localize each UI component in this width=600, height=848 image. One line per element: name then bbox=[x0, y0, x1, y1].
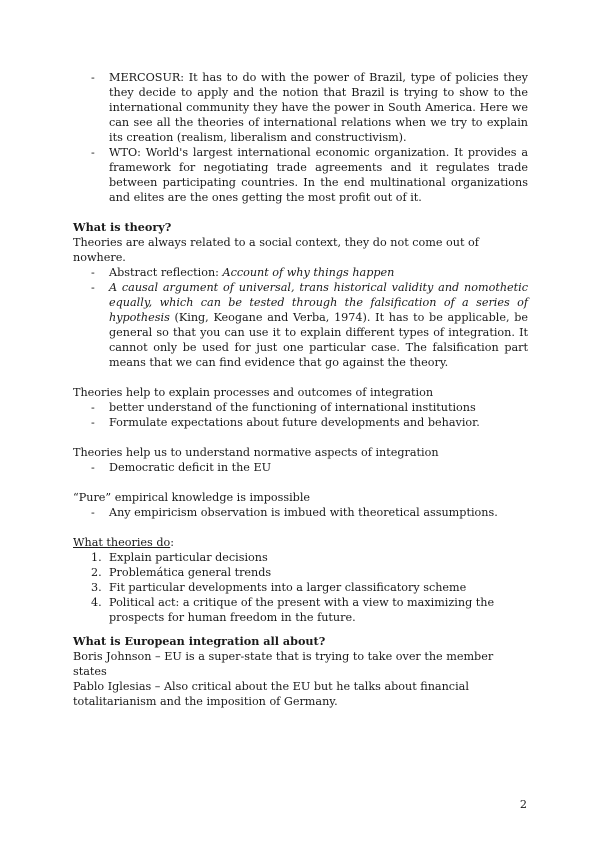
list-item bbox=[73, 550, 528, 565]
list-item bbox=[73, 565, 528, 580]
item-text: Problemática general trends bbox=[109, 566, 272, 579]
list-item: - better understand of the functioning of international institutions bbox=[73, 400, 528, 415]
processes-list bbox=[73, 400, 528, 430]
page-number: 2 bbox=[519, 798, 527, 811]
heading-colon: : bbox=[170, 536, 175, 549]
list-item: - Formulate expectations about future developments and behavior. bbox=[73, 415, 528, 430]
item-number: 4. bbox=[91, 596, 102, 609]
item-number: 1. bbox=[91, 551, 102, 564]
pablo-iglesias-line: Pablo Iglesias – Also critical about the EU but he talks about financial totalitarianism and the imposition of Germany. bbox=[73, 680, 469, 708]
list-item: - Any empiricism observation is imbued with theoretical assumptions. bbox=[73, 505, 528, 520]
pure-list bbox=[73, 505, 528, 520]
pure-intro: “Pure” empirical knowledge is impossible bbox=[73, 491, 311, 504]
item-text: Explain particular decisions bbox=[109, 551, 268, 564]
normative-list bbox=[73, 460, 528, 475]
abstract-italic: Account of why things happen bbox=[222, 266, 395, 279]
document-page bbox=[73, 70, 528, 709]
heading-european-integration: What is European integration all about? bbox=[73, 634, 326, 648]
heading-text: What theories do bbox=[73, 536, 171, 549]
heading-what-is-theory: What is theory? bbox=[73, 220, 172, 234]
theories-do-list bbox=[73, 550, 528, 625]
item-text: Political act: a critique of the present with a view to maximizing the prospects for human freedom in the future. bbox=[109, 596, 495, 624]
boris-johnson-line: Boris Johnson – EU is a super-state that is trying to take over the member states bbox=[73, 650, 494, 678]
item-number: 2. bbox=[91, 566, 102, 579]
list-item: - Democratic deficit in the EU bbox=[73, 460, 528, 475]
list-item bbox=[73, 595, 528, 625]
causal-italic: A causal argument of universal, trans historical validity and nomothetic equally, which can be tested through the falsification of a series of hypothesis bbox=[109, 281, 528, 324]
item-text: Fit particular developments into a larger classificatory scheme bbox=[109, 581, 467, 594]
list-item-mercosur: - MERCOSUR: It has to do with the power of Brazil, type of policies they they decide to apply and the notion that Brazil is trying to show to the international community they have the power in South America. Here we can see all the theories of international relations when we try to explain its creation (realism, liberalism and constructivism). bbox=[73, 70, 528, 145]
intro-list bbox=[73, 70, 528, 205]
item-number: 3. bbox=[91, 581, 102, 594]
theory-list bbox=[73, 265, 528, 370]
list-item bbox=[73, 580, 528, 595]
list-item-causal bbox=[73, 280, 528, 370]
list-item-wto: - WTO: World's largest international economic organization. It provides a framework for negotiating trade agreements and it regulates trade between participating countries. In the end multinational organizations and elites are the ones getting the most profit out of it. bbox=[73, 145, 528, 205]
processes-intro: Theories help to explain processes and outcomes of integration bbox=[73, 386, 434, 399]
theory-intro: Theories are always related to a social context, they do not come out of nowhere. bbox=[73, 236, 479, 264]
causal-rest: (King, Keogane and Verba, 1974). It has to be applicable, be general so that you can use it to explain different types of integration. It cannot only be used for just one particular case. The falsification part means that we can find evidence that go against the theory. bbox=[109, 311, 528, 369]
list-item-abstract bbox=[73, 265, 528, 280]
normative-intro: Theories help us to understand normative aspects of integration bbox=[73, 446, 439, 459]
abstract-label: Abstract reflection: bbox=[109, 266, 223, 279]
heading-what-theories-do bbox=[73, 535, 528, 550]
